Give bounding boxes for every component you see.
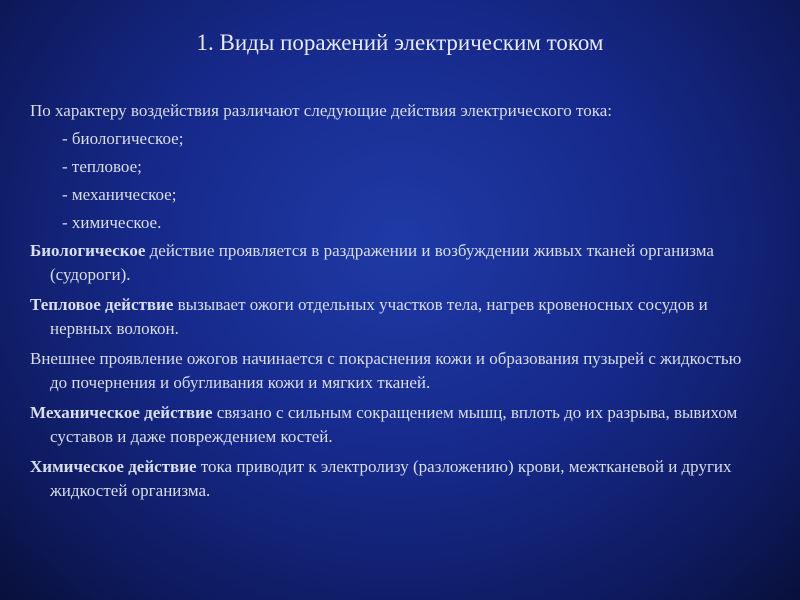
slide-body — [30, 99, 760, 509]
slide-title: 1. Виды поражений электрическим током — [196, 30, 604, 55]
paragraph-biological — [30, 239, 760, 287]
bold-term: Тепловое действие — [30, 295, 174, 314]
bold-term: Механическое действие — [30, 403, 213, 422]
bold-term: Химическое действие — [30, 457, 197, 476]
paragraph-text: тока приводит к электролизу (разложению) крови, межтканевой и других жидкостей организма. — [50, 457, 732, 500]
paragraph-thermal — [30, 293, 760, 341]
list-item: - механическое; — [62, 185, 177, 204]
paragraph-mechanical — [30, 401, 760, 449]
list-item: - тепловое; — [62, 157, 142, 176]
paragraph-text: вызывает ожоги отдельных участков тела, нагрев кровеносных сосудов и нервных волокон. — [50, 295, 708, 338]
paragraph-text: связано с сильным сокращением мышц, вплоть до их разрыва, вывихом суставов и даже повреждением костей. — [50, 403, 738, 446]
list-item: - химическое. — [62, 213, 162, 232]
paragraph-text: действие проявляется в раздражении и возбуждении живых тканей организма (судороги). — [50, 241, 714, 284]
paragraph-chemical — [30, 455, 760, 503]
intro-paragraph: По характеру воздействия различают следующие действия электрического тока: — [30, 101, 612, 120]
bold-term: Биологическое — [30, 241, 146, 260]
list-item: - биологическое; — [62, 129, 184, 148]
paragraph-text: Внешнее проявление ожогов начинается с покраснения кожи и образования пузырей с жидкостью до почернения и обугливания кожи и мягких тканей. — [30, 349, 742, 392]
paragraph-burns — [30, 347, 760, 395]
